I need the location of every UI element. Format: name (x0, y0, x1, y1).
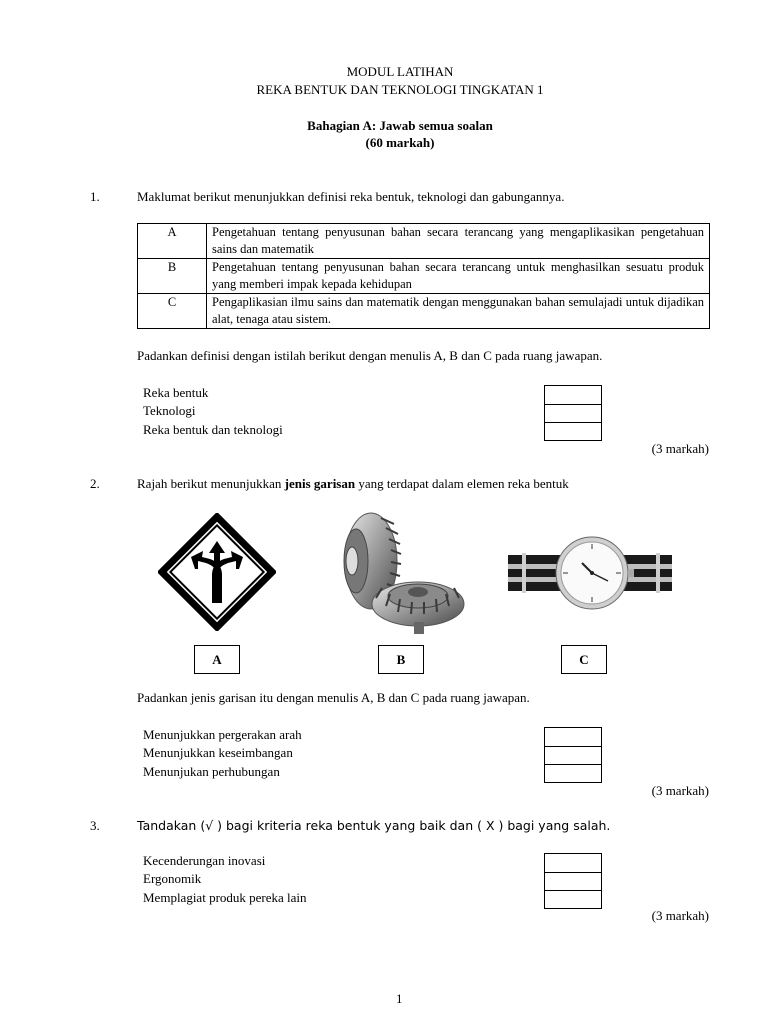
module-title: MODUL LATIHAN (346, 64, 454, 79)
q3-item-label: Kecenderungan inovasi (143, 853, 266, 868)
row-letter: B (138, 259, 207, 294)
section-marks: (60 markah) (365, 135, 435, 150)
row-description: Pengetahuan tentang penyusunan bahan secara terancang yang mengaplikasikan pengetahuan sains dan matematik (207, 224, 710, 259)
q1-number: 1. (90, 189, 100, 204)
bevel-gears-image (326, 506, 466, 636)
q3-item-label: Ergonomik (143, 871, 202, 886)
q1-item-label: Reka bentuk (143, 385, 209, 400)
q1-item-label: Reka bentuk dan teknologi (143, 422, 283, 437)
row-description: Pengaplikasian ilmu sains dan matematik dengan menggunakan bahan semulajadi untuk dijadikan alat, tenaga atau sistem. (207, 294, 710, 329)
q1-item-label: Teknologi (143, 403, 196, 418)
page-number: 1 (396, 991, 403, 1006)
row-letter: C (138, 294, 207, 329)
wristwatch-image (508, 535, 672, 615)
row-description: Pengetahuan tentang penyusunan bahan secara terancang untuk menghasilkan sesuatu produk yang memberi impak kepada kehidupan (207, 259, 710, 294)
answer-box[interactable] (544, 422, 602, 441)
table-row (138, 294, 710, 329)
q2-instruction: Padankan jenis garisan itu dengan menulis A, B dan C pada ruang jawapan. (137, 690, 530, 705)
definition-table (137, 223, 710, 329)
q3-marks: (3 markah) (651, 908, 709, 923)
image-label-b: B (378, 645, 424, 674)
q2-text-post: yang terdapat dalam elemen reka bentuk (355, 476, 569, 491)
q2-item-label: Menunjukkan keseimbangan (143, 745, 293, 760)
table-row (138, 259, 710, 294)
direction-sign-image (158, 513, 276, 631)
q1-marks: (3 markah) (651, 441, 709, 456)
answer-box[interactable] (544, 853, 602, 873)
answer-box[interactable] (544, 385, 602, 405)
q2-item-label: Menunjukan perhubungan (143, 764, 280, 779)
q3-number: 3. (90, 818, 100, 833)
q2-item-label: Menunjukkan pergerakan arah (143, 727, 302, 742)
row-letter: A (138, 224, 207, 259)
clock-icon (556, 537, 634, 609)
subject-title: REKA BENTUK DAN TEKNOLOGI TINGKATAN 1 (256, 82, 544, 97)
answer-box[interactable] (544, 764, 602, 783)
q2-text-pre: Rajah berikut menunjukkan (137, 476, 285, 491)
q3-item-label: Memplagiat produk pereka lain (143, 890, 307, 905)
q2-text (137, 476, 569, 492)
q1-text: Maklumat berikut menunjukkan definisi reka bentuk, teknologi dan gabungannya. (137, 189, 565, 204)
answer-box[interactable] (544, 404, 602, 423)
image-label-c: C (561, 645, 607, 674)
q2-marks: (3 markah) (651, 783, 709, 798)
section-title: Bahagian A: Jawab semua soalan (307, 118, 493, 133)
answer-box[interactable] (544, 872, 602, 891)
answer-box[interactable] (544, 746, 602, 765)
answer-box[interactable] (544, 890, 602, 909)
q3-text: Tandakan (√ ) bagi kriteria reka bentuk yang baik dan ( X ) bagi yang salah. (137, 818, 611, 833)
q2-number: 2. (90, 476, 100, 491)
answer-box[interactable] (544, 727, 602, 747)
gear-icon (372, 582, 464, 634)
q2-text-bold: jenis garisan (284, 476, 356, 491)
image-label-a: A (194, 645, 240, 674)
table-row (138, 224, 710, 259)
q1-instruction: Padankan definisi dengan istilah berikut dengan menulis A, B dan C pada ruang jawapan. (137, 348, 603, 363)
